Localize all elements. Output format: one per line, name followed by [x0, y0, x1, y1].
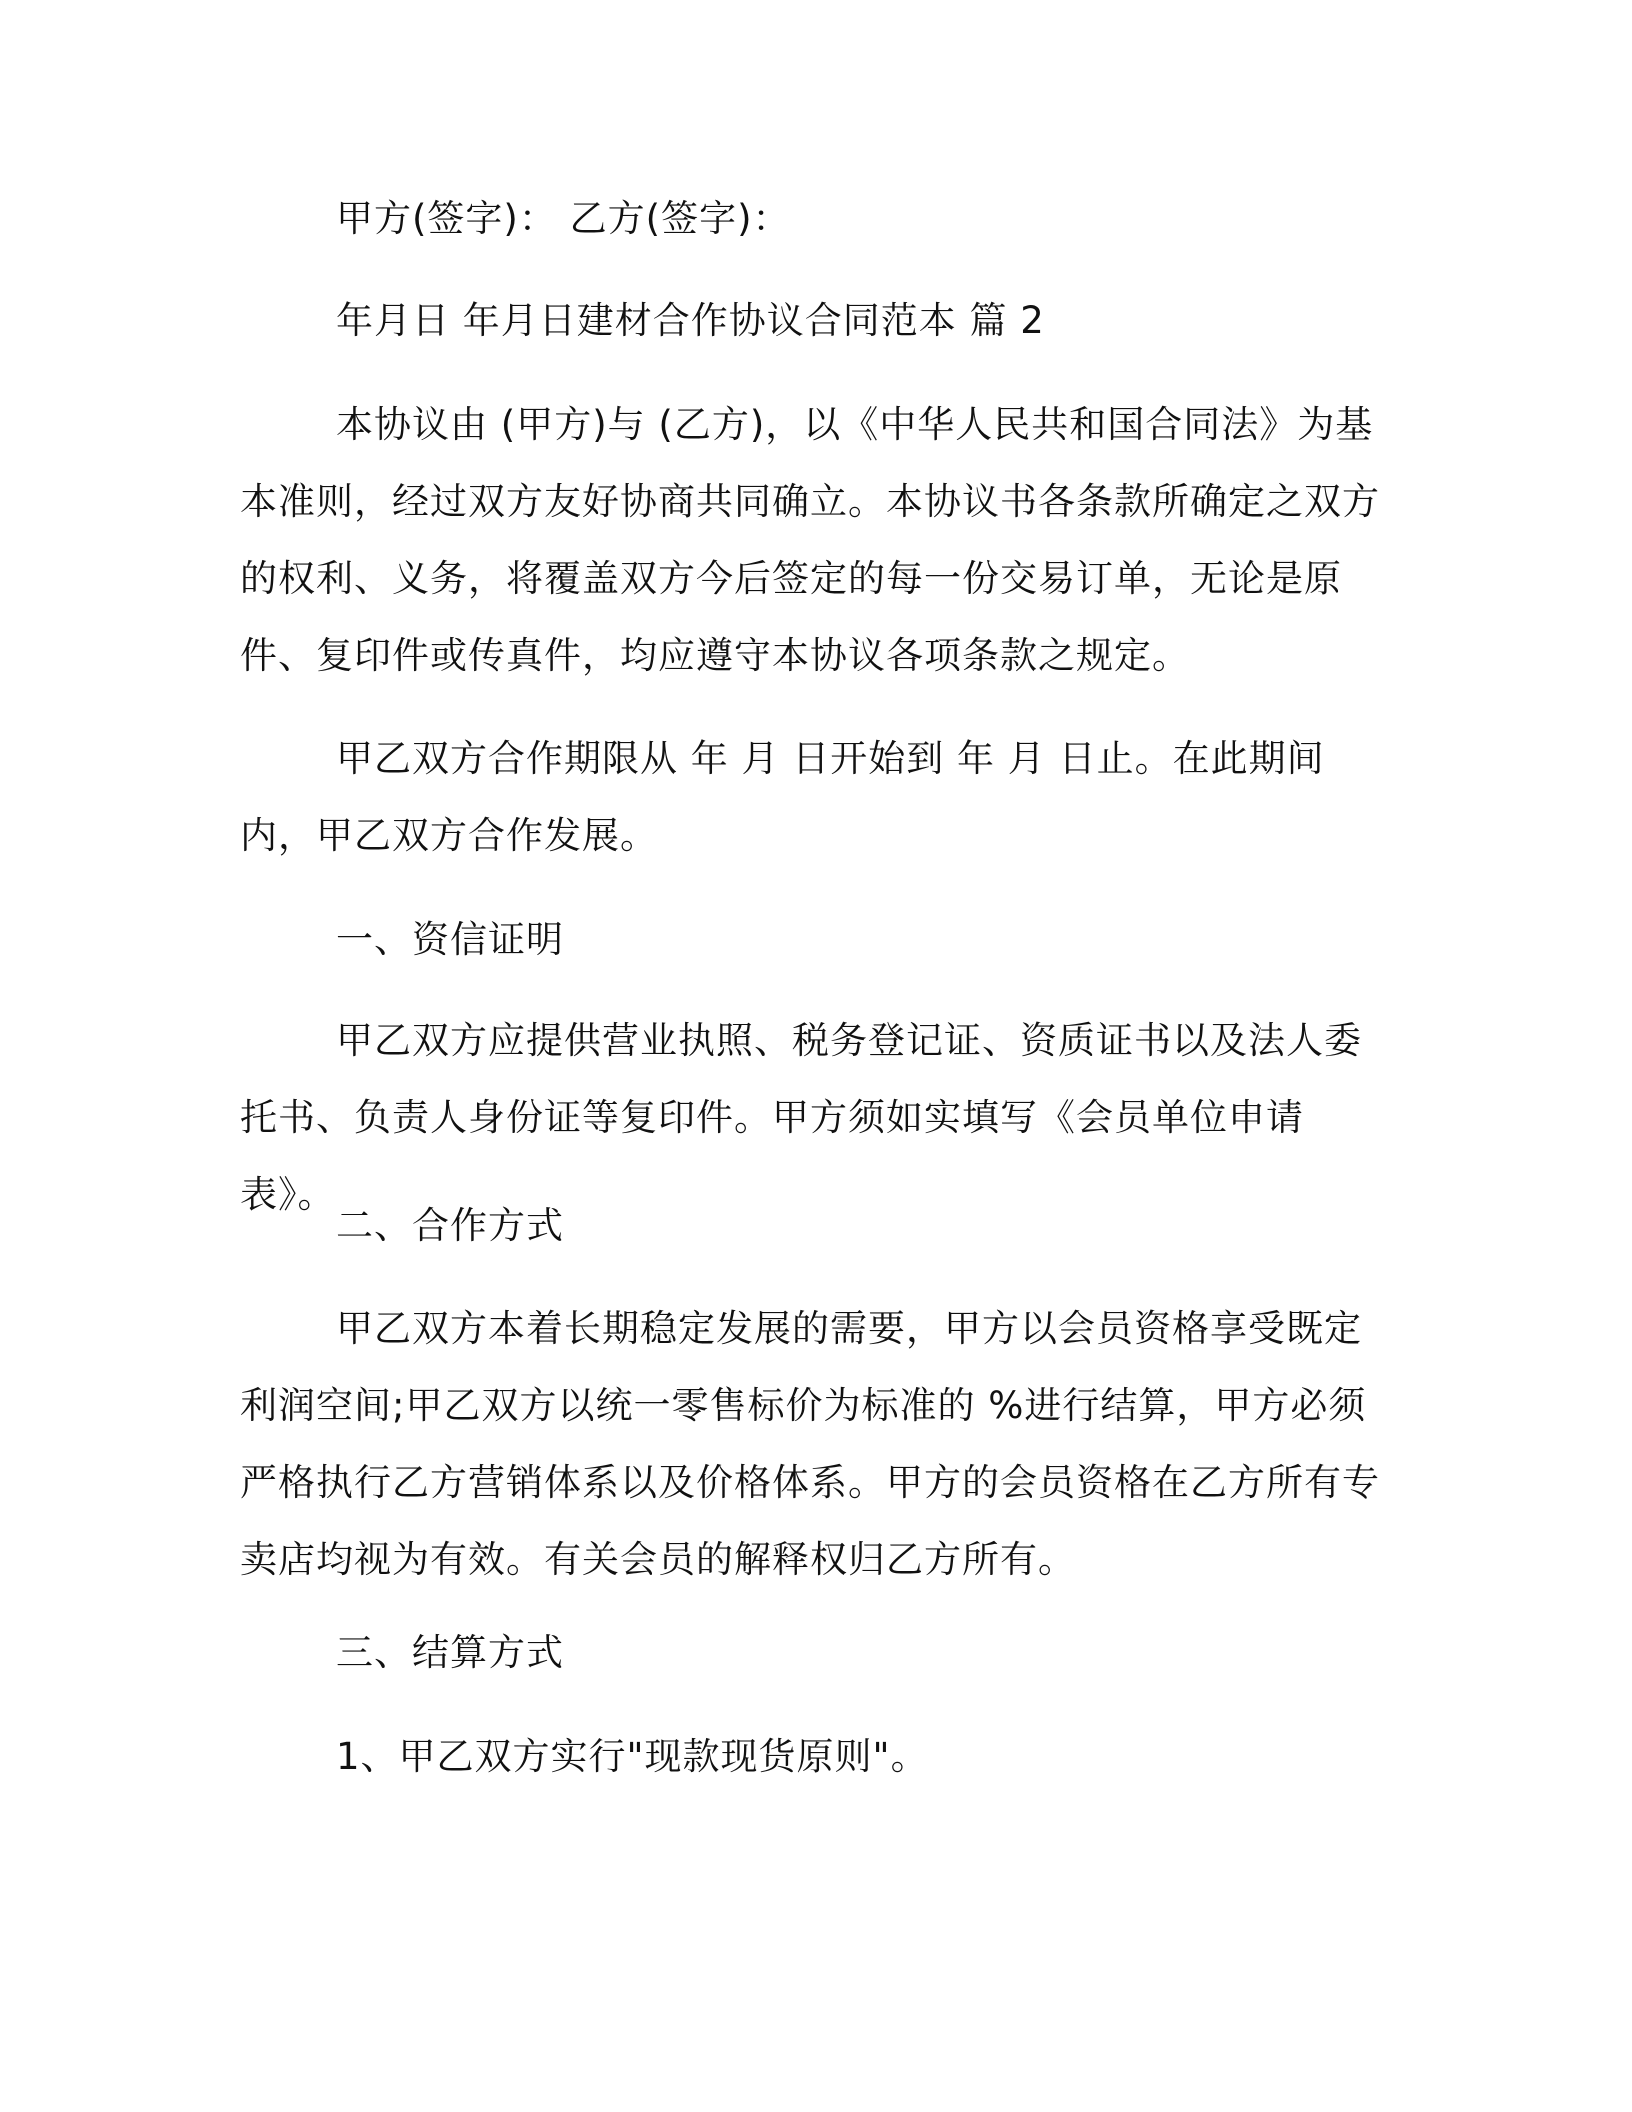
date-and-title-line: 年月日 年月日建材合作协议合同范本 篇 2 [336, 299, 1045, 342]
section-heading-credit: 一、资信证明 [336, 918, 564, 961]
cooperation-paragraph: 甲乙双方本着长期稳定发展的需要，甲方以会员资格享受既定利润空间;甲乙双方以统一零售标价为标准的 %进行结算，甲方必须严格执行乙方营销体系以及价格体系。甲方的会员资格在乙方所有专卖店均视为有效。有关会员的解释权归乙方所有。 [240, 1307, 1380, 1581]
settlement-item-1: 1、甲乙双方实行"现款现货原则"。 [336, 1735, 929, 1778]
credit-paragraph: 甲乙双方应提供营业执照、税务登记证、资质证书以及法人委托书、负责人身份证等复印件。甲方须如实填写《会员单位申请表》。 [240, 1019, 1362, 1216]
signature-line: 甲方(签字)： 乙方(签字)： [336, 197, 791, 240]
section-heading-settlement: 三、结算方式 [336, 1631, 564, 1674]
intro-paragraph: 本协议由 (甲方)与 (乙方)，以《中华人民共和国合同法》为基本准则，经过双方友好协商共同确立。本协议书各条款所确定之双方的权利、义务，将覆盖双方今后签定的每一份交易订单，无论是原件、复印件或传真件，均应遵守本协议各项条款之规定。 [240, 403, 1380, 677]
section-heading-cooperation: 二、合作方式 [336, 1204, 564, 1247]
term-paragraph: 甲乙双方合作期限从 年 月 日开始到 年 月 日止。在此期间内，甲乙双方合作发展。 [240, 737, 1325, 857]
